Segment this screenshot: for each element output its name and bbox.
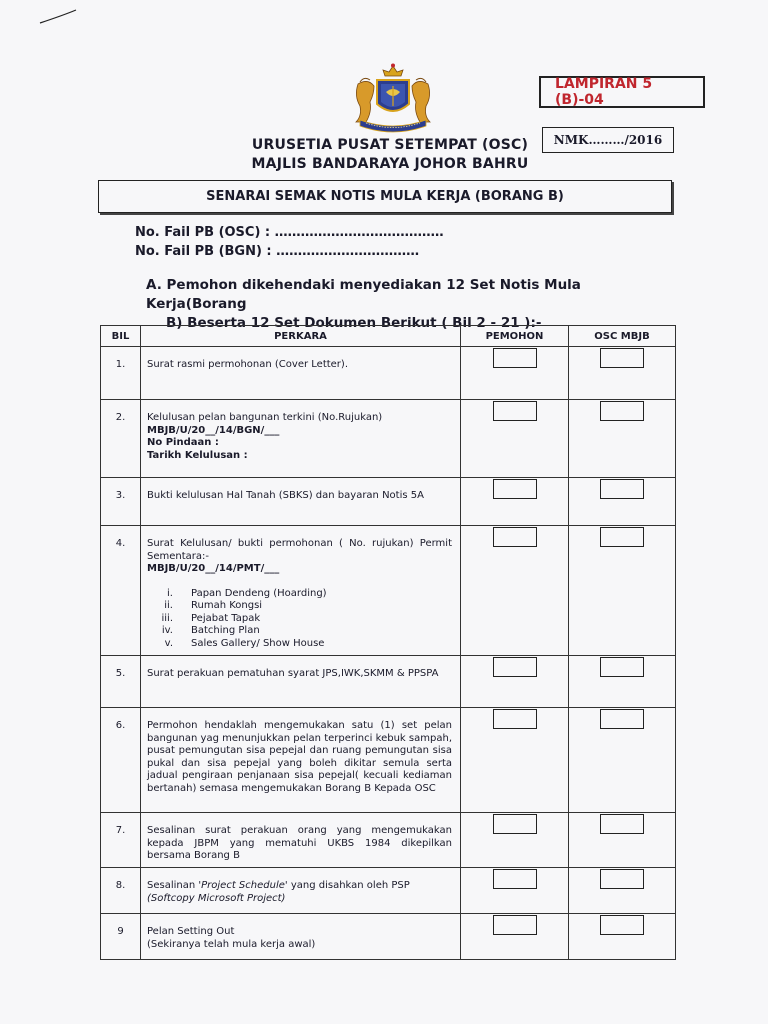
list-item-label: Pejabat Tapak [191, 612, 261, 624]
osc-cell [569, 868, 676, 914]
col-header-osc: OSC MBJB [569, 326, 676, 347]
nmk-reference-box: NMK………/2016 [542, 127, 674, 153]
osc-cell [569, 478, 676, 526]
pemohon-checkbox[interactable] [493, 527, 537, 547]
list-item-number: ii. [164, 600, 173, 611]
row-number: 6. [101, 708, 141, 813]
row-description [141, 526, 461, 656]
pemohon-cell [461, 708, 569, 813]
row-text-pre: Sesalinan [147, 880, 199, 891]
pemohon-cell [461, 400, 569, 478]
osc-cell [569, 400, 676, 478]
row-text: Kelulusan pelan bangunan terkini (No.Rujukan) [147, 412, 383, 423]
row-text [147, 880, 452, 893]
osc-checkbox[interactable] [600, 657, 644, 677]
checklist-table [100, 325, 676, 960]
row-text-line2: (Sekiranya telah mula kerja awal) [147, 938, 316, 950]
row-description [141, 868, 461, 914]
section-a-line1: A. Pemohon dikehendaki menyediakan 12 Set Notis Mula Kerja(Borang [146, 277, 581, 312]
table-row [101, 400, 676, 478]
pemohon-cell [461, 347, 569, 400]
org-name-line2: MAJLIS BANDARAYA JOHOR BAHRU [251, 156, 529, 172]
list-item-label: Papan Dendeng (Hoarding) [191, 587, 327, 599]
pemohon-cell [461, 813, 569, 868]
list-item-label: Batching Plan [191, 625, 260, 636]
pemohon-checkbox[interactable] [493, 709, 537, 729]
pemohon-cell [461, 478, 569, 526]
pemohon-checkbox[interactable] [493, 814, 537, 834]
row-number: 5. [101, 656, 141, 708]
table-row [101, 478, 676, 526]
lampiran-label: LAMPIRAN 5 (B)-04 [539, 76, 705, 108]
row-amendment-no: No Pindaan : [147, 437, 219, 448]
row-text: Sesalinan surat perakuan orang yang mengemukakan kepada JBPM yang mematuhi UKBS 1984 dikepilkan bersama Borang B [147, 825, 452, 861]
list-item [147, 600, 452, 613]
pemohon-cell [461, 526, 569, 656]
row-text: Pelan Setting Out [147, 926, 235, 937]
row-number: 3. [101, 478, 141, 526]
osc-checkbox[interactable] [600, 348, 644, 368]
row-text-project-schedule: 'Project Schedule' [198, 880, 288, 891]
row-number: 9 [101, 914, 141, 960]
osc-checkbox[interactable] [600, 479, 644, 499]
row-text: Permohon hendaklah mengemukakan satu (1) set pelan bangunan yag menunjukkan pelan terperinci kebuk sampah, pusat pemungutan sisa pepejal dan ruang pemungutan sisa pukal dan sisa pepejal yang boleh dikitar semula serta jadual pengiraan penjanaan sisa pepejal( kecuali kediaman bertanah) semasa mengemukakan Borang B Kepada OSC [147, 720, 452, 794]
row-text: Surat perakuan pematuhan syarat JPS,IWK,SKMM & PPSPA [147, 668, 439, 679]
row-number: 1. [101, 347, 141, 400]
row-reference: MBJB/U/20__/14/BGN/___ [147, 424, 280, 436]
row-number: 8. [101, 868, 141, 914]
form-title: SENARAI SEMAK NOTIS MULA KERJA (BORANG B) [98, 180, 672, 213]
table-row [101, 868, 676, 914]
osc-checkbox[interactable] [600, 527, 644, 547]
pemohon-checkbox[interactable] [493, 869, 537, 889]
table-header-row [101, 326, 676, 347]
table-row [101, 526, 676, 656]
table-row [101, 347, 676, 400]
row-description [141, 813, 461, 868]
osc-cell [569, 656, 676, 708]
pemohon-checkbox[interactable] [493, 401, 537, 421]
list-item [147, 625, 452, 638]
pemohon-checkbox[interactable] [493, 348, 537, 368]
col-header-perkara: PERKARA [141, 326, 461, 347]
list-item-number: iv. [161, 625, 173, 636]
list-item-number: v. [164, 637, 173, 649]
org-name-line1: URUSETIA PUSAT SETEMPAT (OSC) [251, 137, 529, 153]
row-description [141, 656, 461, 708]
row-number: 4. [101, 526, 141, 656]
row-description [141, 708, 461, 813]
row-reference: MBJB/U/20__/14/PMT/___ [147, 563, 280, 574]
list-item [147, 638, 452, 651]
row-text: Surat rasmi permohonan (Cover Letter). [147, 359, 349, 370]
table-row [101, 708, 676, 813]
council-crest-logo [350, 62, 436, 134]
file-number-bgn: No. Fail PB (BGN) : …………………………… [135, 244, 420, 259]
osc-checkbox[interactable] [600, 915, 644, 935]
pemohon-checkbox[interactable] [493, 657, 537, 677]
pemohon-checkbox[interactable] [493, 479, 537, 499]
row-description [141, 914, 461, 960]
permit-list [147, 588, 452, 651]
row-text: Surat Kelulusan/ bukti permohonan ( No. rujukan) Permit Sementara:- [147, 538, 452, 562]
osc-cell [569, 813, 676, 868]
pen-stroke-mark [38, 8, 78, 26]
osc-checkbox[interactable] [600, 869, 644, 889]
pemohon-cell [461, 868, 569, 914]
osc-cell [569, 914, 676, 960]
row-text-post: yang disahkan oleh PSP [287, 880, 410, 891]
list-item-number: i. [167, 587, 173, 599]
list-item [147, 588, 452, 601]
row-number: 7. [101, 813, 141, 868]
row-description [141, 347, 461, 400]
row-text-line2: (Softcopy Microsoft Project) [147, 892, 286, 904]
table-row [101, 813, 676, 868]
list-item-label: Rumah Kongsi [191, 600, 263, 611]
col-header-bil: BIL [101, 326, 141, 347]
pemohon-cell [461, 914, 569, 960]
list-item [147, 613, 452, 626]
pemohon-cell [461, 656, 569, 708]
row-description [141, 400, 461, 478]
osc-cell [569, 347, 676, 400]
list-item-number: iii. [161, 612, 173, 624]
row-description [141, 478, 461, 526]
row-text: Bukti kelulusan Hal Tanah (SBKS) dan bayaran Notis 5A [147, 490, 424, 501]
osc-cell [569, 526, 676, 656]
osc-checkbox[interactable] [600, 814, 644, 834]
osc-cell [569, 708, 676, 813]
osc-checkbox[interactable] [600, 709, 644, 729]
col-header-pemohon: PEMOHON [461, 326, 569, 347]
row-approval-date: Tarikh Kelulusan : [147, 449, 248, 461]
table-row [101, 656, 676, 708]
section-a-line2: B) Beserta 12 Set Dokumen Berikut ( Bil 2 - 21 ):- [166, 315, 542, 331]
list-item-label: Sales Gallery/ Show House [191, 637, 325, 649]
pemohon-checkbox[interactable] [493, 915, 537, 935]
file-number-osc: No. Fail PB (OSC) : ………………………………… [135, 225, 444, 240]
osc-checkbox[interactable] [600, 401, 644, 421]
table-row [101, 914, 676, 960]
row-number: 2. [101, 400, 141, 478]
